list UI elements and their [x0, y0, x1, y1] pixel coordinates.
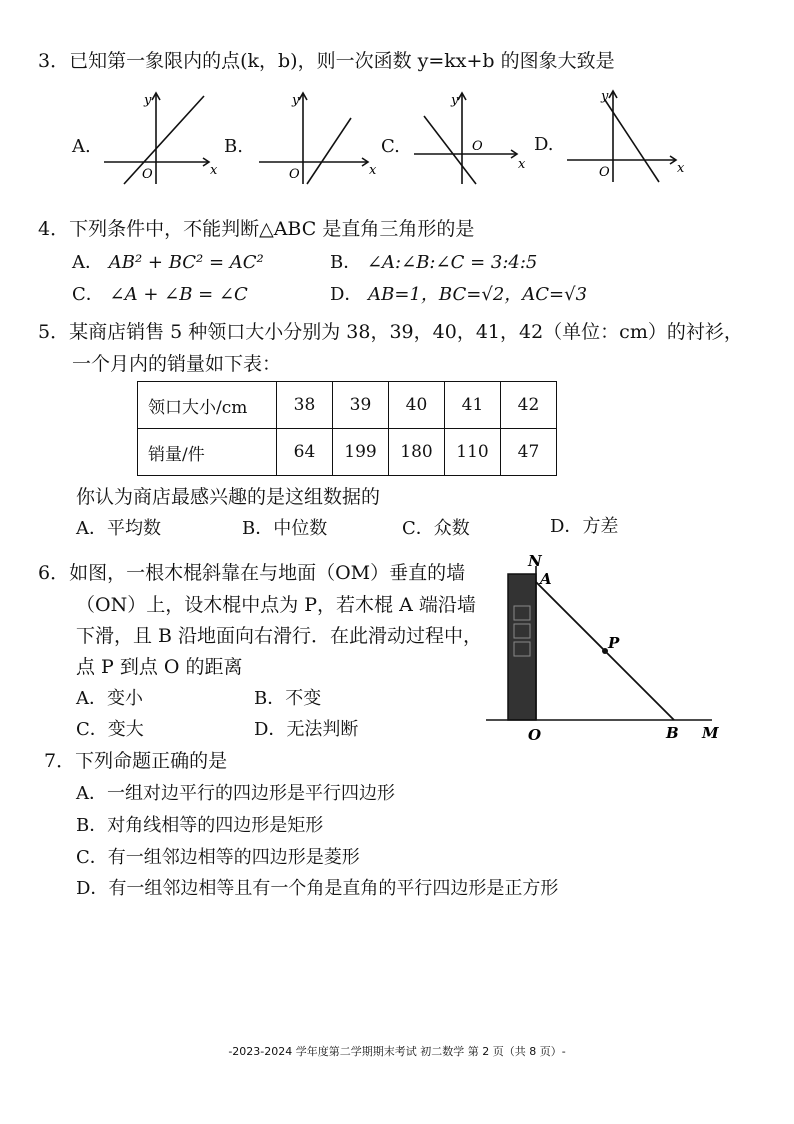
axis-y-label: y — [451, 93, 459, 108]
q3-option-a-label: A. — [72, 136, 91, 157]
q4-option-c-label: C． — [72, 284, 104, 305]
origin-label: O — [142, 167, 153, 182]
q7-option-c — [76, 849, 360, 867]
q4-option-b-text: ∠A:∠B:∠C = 3:4:5 — [366, 252, 538, 273]
q7-option-d-text: 有一组邻边相等且有一个角是直角的平行四边形是正方形 — [108, 878, 559, 899]
table-cell: 40 — [389, 382, 445, 429]
q7-option-b-text: 对角线相等的四边形是矩形 — [107, 815, 324, 836]
q7-option-c-label: C． — [76, 847, 108, 868]
q5-stem-line1: 5．某商店销售 5 种领口大小分别为 38，39，40，41，42（单位：cm）的衬衫， — [38, 321, 743, 343]
q5-option-c-label: C． — [402, 518, 434, 539]
q6-option-b-text: 不变 — [285, 688, 322, 709]
q6-option-c-text: 变大 — [107, 719, 144, 740]
q7-option-d — [76, 880, 558, 898]
q7-option-a-label: A． — [76, 783, 107, 804]
table-cell: 42 — [501, 382, 557, 429]
label-m: M — [702, 724, 719, 742]
axis-y-label: y — [292, 93, 300, 108]
table-cell: 38 — [277, 382, 333, 429]
table-cell: 41 — [445, 382, 501, 429]
q3-graph-b — [255, 88, 375, 188]
q6-stem-line3: 下滑，且 B 沿地面向右滑行．在此滑动过程中， — [76, 625, 483, 647]
q5-option-a-text: 平均数 — [107, 518, 161, 539]
q5-option-d-text: 方差 — [582, 516, 619, 537]
q5-option-b — [242, 520, 327, 538]
table-row — [138, 382, 557, 429]
q6-stem-line4: 点 P 到点 O 的距离 — [76, 656, 243, 678]
table-row — [138, 429, 557, 476]
q6-option-d — [254, 721, 358, 739]
q5-stem-line2: 一个月内的销量如下表： — [72, 353, 282, 375]
q6-option-c-label: C． — [76, 719, 108, 740]
q5-question: 你认为商店最感兴趣的是这组数据的 — [76, 486, 381, 508]
q5-option-c — [402, 520, 470, 538]
label-b: B — [666, 724, 679, 742]
q3-option-d-label: D. — [534, 134, 554, 155]
q4-option-a-text: AB² + BC² = AC² — [108, 252, 264, 273]
q7-option-c-text: 有一组邻边相等的四边形是菱形 — [107, 847, 360, 868]
q4-option-d — [330, 286, 587, 304]
q4-option-d-label: D． — [330, 284, 363, 305]
q4-option-b — [330, 254, 537, 272]
axis-y-label: y — [144, 93, 152, 108]
table-cell: 39 — [333, 382, 389, 429]
origin-label: O — [599, 165, 610, 180]
wall — [508, 574, 536, 720]
q4-option-d-text: AB=1，BC=√2，AC=√3 — [368, 284, 588, 305]
q3-option-c-label: C. — [381, 136, 400, 157]
q4-stem: 4．下列条件中，不能判断△ABC 是直角三角形的是 — [38, 218, 475, 240]
axis-x-label: x — [518, 157, 526, 172]
q6-option-a-text: 变小 — [107, 688, 143, 709]
q5-option-a-label: A． — [76, 518, 107, 539]
q7-stem: 7．下列命题正确的是 — [44, 750, 228, 772]
q3-graph-c — [410, 88, 530, 188]
table-cell: 47 — [501, 429, 557, 476]
q5-option-d-label: D． — [550, 516, 583, 537]
q6-stem-line2: （ON）上，设木棍中点为 P，若木棍 A 端沿墙 — [76, 594, 476, 616]
q6-option-d-label: D． — [254, 719, 287, 740]
q7-option-b-label: B． — [76, 815, 108, 836]
q7-option-d-label: D． — [76, 878, 109, 899]
label-n: N — [528, 552, 542, 570]
q6-option-a-label: A． — [76, 688, 107, 709]
q6-option-c — [76, 721, 144, 739]
q5-option-d — [550, 518, 618, 536]
label-p: P — [608, 634, 620, 652]
q3-graph-a — [100, 88, 220, 188]
table-cell: 110 — [445, 429, 501, 476]
q4-option-a-label: A． — [72, 252, 103, 273]
q4-option-b-label: B． — [330, 252, 362, 273]
table-row-header: 销量/件 — [138, 429, 277, 476]
axis-y-label: y — [601, 89, 609, 104]
label-a: A — [540, 570, 552, 588]
q4-option-c — [72, 286, 248, 304]
q7-option-a-text: 一组对边平行的四边形是平行四边形 — [107, 783, 395, 804]
q5-option-b-label: B． — [242, 518, 274, 539]
axis-x-label: x — [369, 163, 377, 178]
table-cell: 180 — [389, 429, 445, 476]
axis-x-label: x — [210, 163, 218, 178]
q6-option-b-label: B． — [254, 688, 286, 709]
table-cell: 199 — [333, 429, 389, 476]
q3-option-b-label: B. — [224, 136, 243, 157]
label-o: O — [528, 726, 542, 744]
q5-sales-table — [137, 381, 557, 476]
q6-option-d-text: 无法判断 — [286, 719, 359, 740]
q5-option-c-text: 众数 — [433, 518, 470, 539]
table-row-header: 领口大小/cm — [138, 382, 277, 429]
q3-stem: 3．已知第一象限内的点(k，b)，则一次函数 y=kx+b 的图象大致是 — [38, 50, 615, 72]
page-footer: -2023-2024 学年度第二学期期末考试 初二数学 第 2 页（共 8 页）- — [228, 1045, 566, 1058]
origin-label: O — [289, 167, 300, 182]
q3-graph-d — [563, 86, 683, 186]
table-cell: 64 — [277, 429, 333, 476]
q4-option-a — [72, 254, 264, 272]
q4-option-c-text: ∠A + ∠B = ∠C — [109, 284, 248, 305]
q6-stem-line1: 6．如图，一根木棍斜靠在与地面（OM）垂直的墙 — [38, 562, 466, 584]
q6-option-a — [76, 690, 143, 708]
q5-option-b-text: 中位数 — [273, 518, 328, 539]
q7-option-b — [76, 817, 323, 835]
q7-option-a — [76, 785, 395, 803]
axis-x-label: x — [677, 161, 685, 176]
q6-option-b — [254, 690, 321, 708]
q5-option-a — [76, 520, 161, 538]
origin-label: O — [472, 139, 483, 154]
q6-ladder-figure — [484, 554, 724, 746]
